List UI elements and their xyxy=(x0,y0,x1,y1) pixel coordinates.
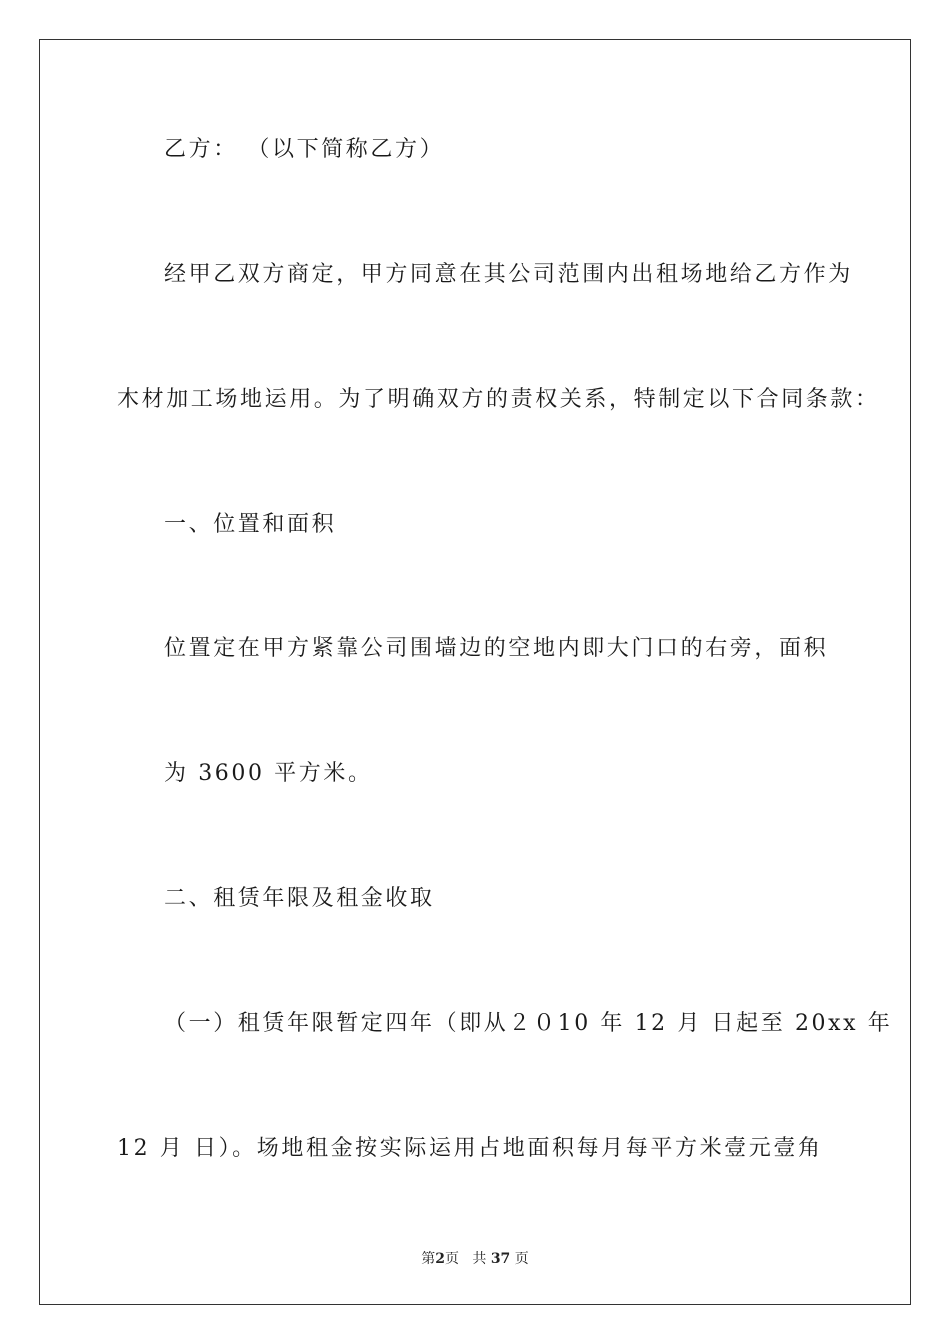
page-border xyxy=(39,39,911,1305)
body-paragraph-line: 为 3600 平方米。 xyxy=(164,761,373,786)
body-paragraph-line: 经甲乙双方商定，甲方同意在其公司范围内出租场地给乙方作为 xyxy=(164,262,853,287)
page-number-prefix: 第 xyxy=(421,1251,436,1267)
body-paragraph-line: 木材加工场地运用。为了明确双方的责权关系，特制定以下合同条款： xyxy=(117,387,880,412)
section-heading-lease-term-rent: 二、租赁年限及租金收取 xyxy=(164,886,435,911)
page-footer xyxy=(0,1250,950,1268)
total-pages: 37 xyxy=(490,1251,511,1267)
total-pages-prefix: 共 xyxy=(472,1251,487,1267)
party-b-line: 乙方： （以下简称乙方） xyxy=(164,137,445,162)
section-heading-location-area: 一、位置和面积 xyxy=(164,512,337,537)
body-paragraph-line: （一）租赁年限暂定四年（即从２０10 年 12 月 日起至 20xx 年 xyxy=(164,1011,893,1036)
page-number: 2 xyxy=(435,1251,445,1267)
body-paragraph-line: 12 月 日）。场地租金按实际运用占地面积每月每平方米壹元壹角 xyxy=(117,1136,823,1161)
total-pages-suffix: 页 xyxy=(514,1251,529,1267)
page-number-suffix: 页 xyxy=(445,1251,459,1267)
body-paragraph-line: 位置定在甲方紧靠公司围墙边的空地内即大门口的右旁，面积 xyxy=(164,636,829,661)
